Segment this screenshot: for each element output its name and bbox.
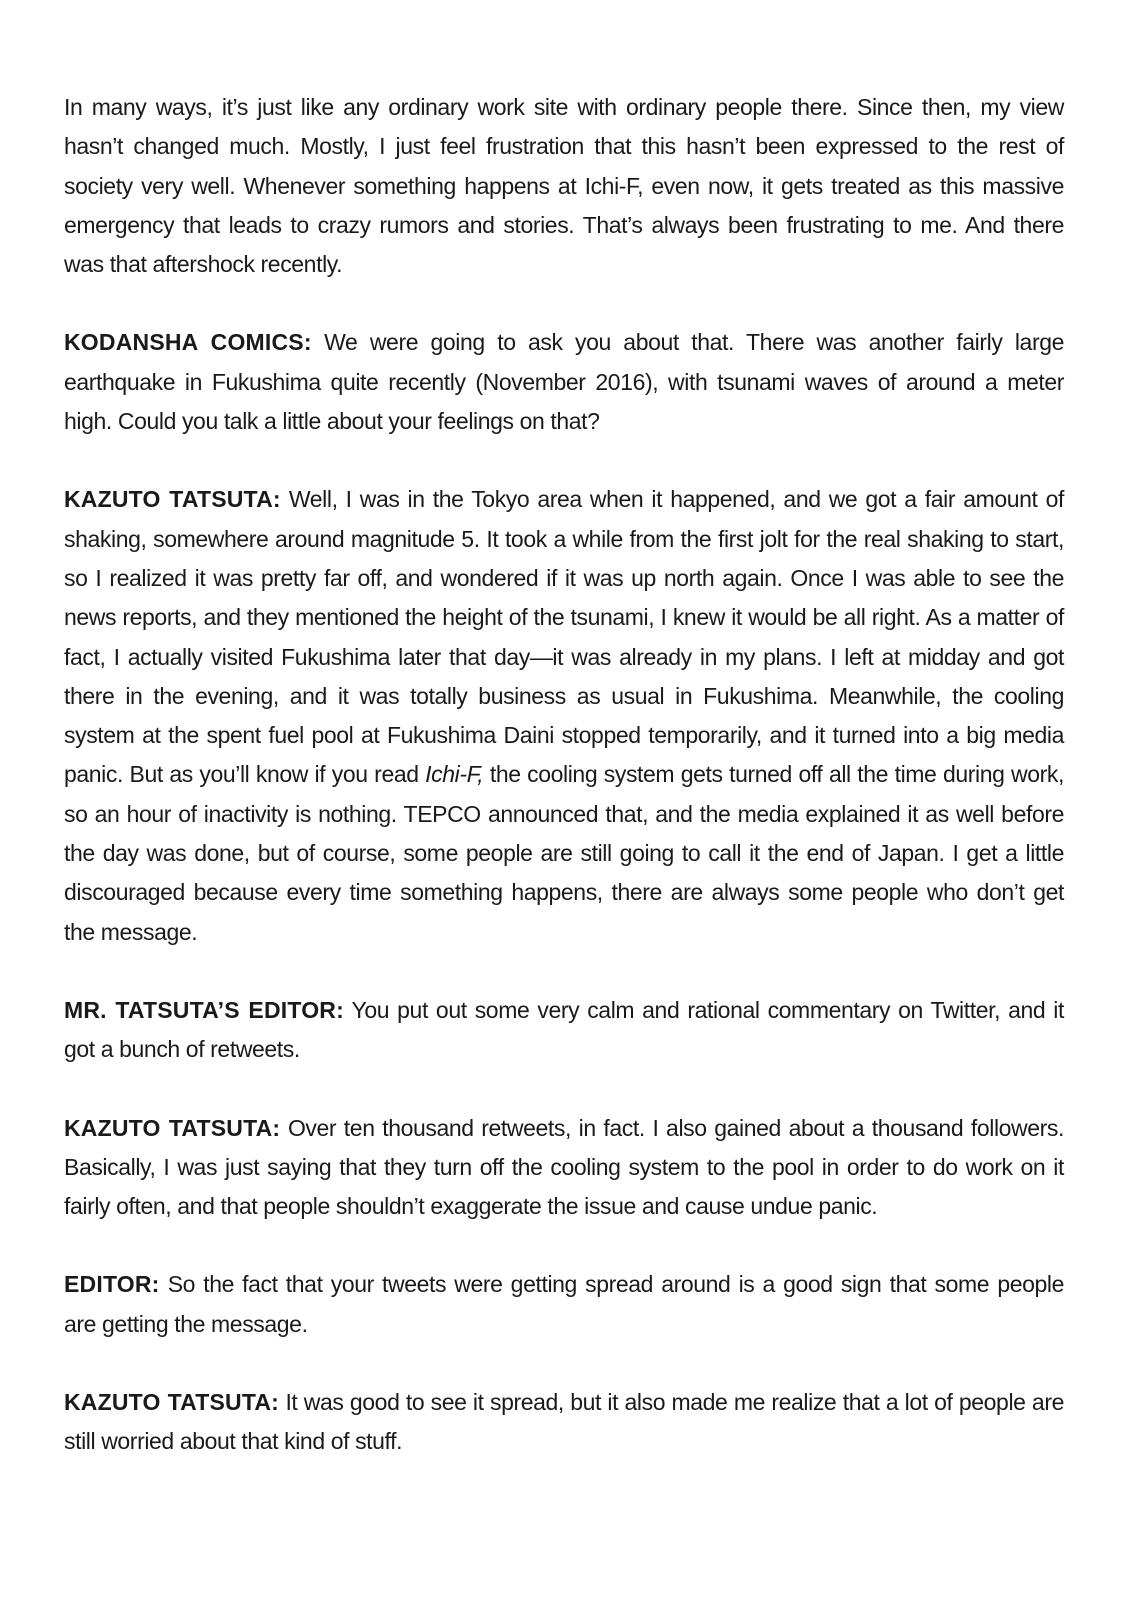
exchange-tatsuta-closing <box>64 1383 1064 1462</box>
exchange-editor-message <box>64 1265 1064 1344</box>
exchange-tatsuta-aftershock <box>64 480 1064 952</box>
manga-title: Ichi-F, <box>425 761 484 788</box>
intro-paragraph: In many ways, it’s just like any ordinary work site with ordinary people there. Since then, my view hasn’t changed much. Mostly, I just feel frustration that this hasn’t been expressed to the rest of society very well. Whenever something happens at Ichi-F, even now, it gets treated as this massive emergency that leads to crazy rumors and stories. That’s always been frustrating to me. And there was that aftershock recently. <box>64 94 1064 278</box>
exchange-kodansha-question <box>64 323 1064 441</box>
exchange-text: You put out some very calm and rational commentary on Twitter, and it got a bunch of retweets. <box>64 996 1064 1063</box>
exchange-tatsuta-retweets <box>64 1109 1064 1227</box>
speaker-label: KAZUTO TATSUTA: <box>64 1389 280 1416</box>
exchange-text: Well, I was in the Tokyo area when it happened, and we got a fair amount of shaking, somewhere around magnitude 5. It took a while from the first jolt for the real shaking to start, so I realized it was pretty far off, and wondered if it was up north again. Once I was able to see the news reports, and they mentioned the height of the tsunami, I knew it would be all right. As a matter of fact, I actually visited Fukushima later that day—it was already in my plans. I left at midday and got there in the evening, and it was totally business as usual in Fukushima. Meanwhile, the cooling system at the spent fuel pool at Fukushima Daini stopped temporarily, and it turned into a big media panic. But as you’ll know if you read <box>64 486 1064 788</box>
speaker-label: KAZUTO TATSUTA: <box>64 486 281 513</box>
speaker-label: EDITOR: <box>64 1271 160 1298</box>
exchange-text-continued: the cooling system gets turned off all the time during work, so an hour of inactivity is nothing. TEPCO announced that, and the media explained it as well before the day was done, but of course, some people are still going to call it the end of Japan. I get a little discouraged because every time something happens, there are always some people who don’t get the message. <box>64 761 1064 945</box>
speaker-label: KODANSHA COMICS: <box>64 329 312 356</box>
interview-page <box>64 88 1064 1501</box>
exchange-editor-twitter <box>64 991 1064 1070</box>
speaker-label: KAZUTO TATSUTA: <box>64 1114 281 1141</box>
exchange-text: We were going to ask you about that. There was another fairly large earthquake in Fukushima quite recently (November 2016), with tsunami waves of around a meter high. Could you talk a little about your feelings on that? <box>64 329 1064 435</box>
exchange-text: Over ten thousand retweets, in fact. I also gained about a thousand followers. Basically, I was just saying that they turn off the cooling system to the pool in order to do work on it fairly often, and that people shouldn’t exaggerate the issue and cause undue panic. <box>64 1114 1064 1220</box>
speaker-label: MR. TATSUTA’S EDITOR: <box>64 996 344 1023</box>
exchange-text: So the fact that your tweets were getting spread around is a good sign that some people are getting the message. <box>64 1271 1064 1337</box>
exchange-text: It was good to see it spread, but it also made me realize that a lot of people are still worried about that kind of stuff. <box>64 1389 1064 1455</box>
